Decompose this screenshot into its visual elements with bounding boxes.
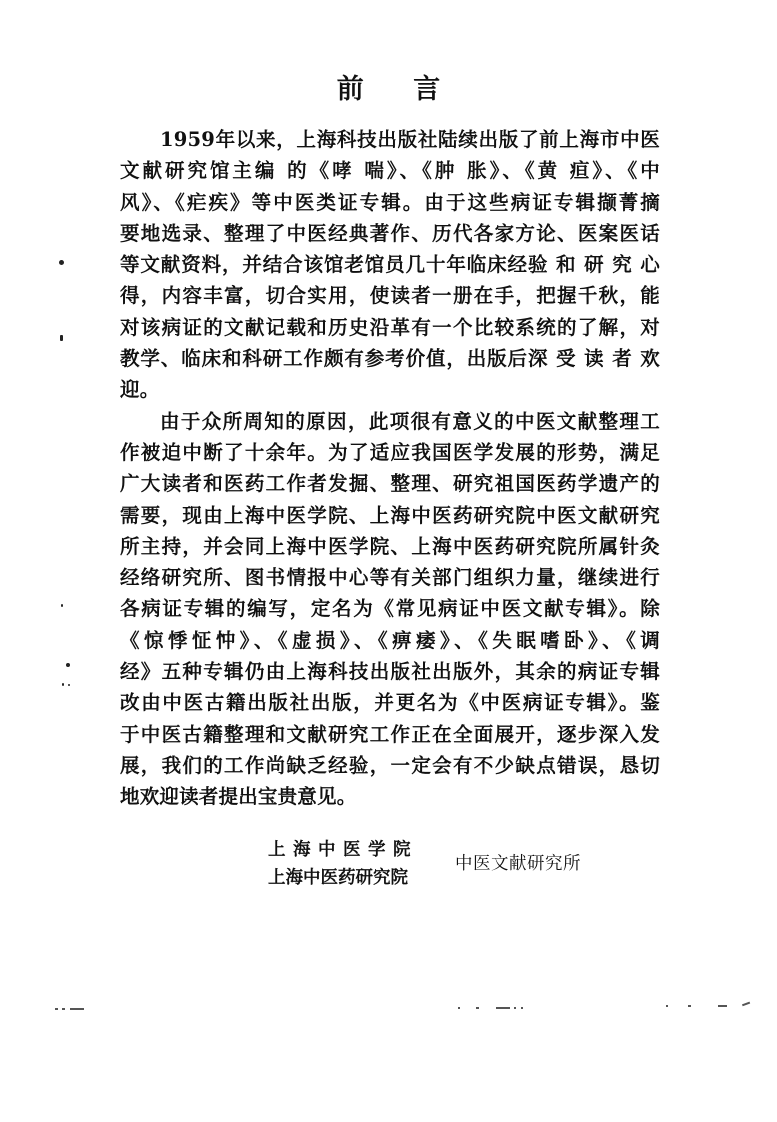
text-line: 文献研究馆主编 的《哮 喘》、《肿 胀》、《黄 疸》、《中 <box>120 159 660 183</box>
scan-artifact <box>55 1008 58 1010</box>
scan-artifact <box>496 1007 510 1009</box>
scan-speck <box>68 684 70 686</box>
text-line: 展，我们的工作尚缺乏经验，一定会有不少缺点错误，恳切 <box>120 753 660 777</box>
text-line: 需要，现由上海中医学院、上海中医药研究院中医文献研究 <box>120 503 660 527</box>
scan-speck <box>62 683 64 686</box>
scan-speck <box>61 604 63 607</box>
text-line: 所主持，并会同上海中医学院、上海中医药研究院所属针灸 <box>120 534 660 558</box>
text-line: 等文献资料，并结合该馆老馆员几十年临床经验 和 研 究 心 <box>120 253 660 277</box>
text-line: 要地选录、整理了中医经典著作、历代各家方论、医案医话 <box>120 221 660 245</box>
text-line: 于中医古籍整理和文献研究工作正在全面展开，逐步深入发 <box>120 722 660 746</box>
title-char: 言 <box>413 74 441 105</box>
text-line: 经》五种专辑仍由上海科技出版社出版外，其余的病证专辑 <box>120 660 660 684</box>
signature-institutions <box>268 836 418 892</box>
text-line: 各病证专辑的编写，定名为《常见病证中医文献专辑》。除 <box>120 597 660 621</box>
text-line: 得，内容丰富，切合实用，使读者一册在手，把握千秋，能 <box>120 284 660 308</box>
text-line: 经络研究所、图书情报中心等有关部门组织力量，继续进行 <box>120 566 660 590</box>
scan-artifact <box>514 1007 516 1009</box>
text-line: 地欢迎读者提出宝贵意见。 <box>120 785 357 809</box>
signature-line: 上海中医药研究院 <box>268 868 408 888</box>
scan-artifact <box>62 1008 65 1010</box>
scan-artifact <box>718 1005 727 1007</box>
scan-artifact <box>458 1007 460 1009</box>
text-line: 1959年以来，上海科技出版社陆续出版了前上海市中医 <box>160 128 660 151</box>
title-char: 前 <box>336 74 364 105</box>
text-line: 对该病证的文献记载和历史沿革有一个比较系统的了解，对 <box>120 315 660 339</box>
scan-speck <box>59 260 64 265</box>
scan-artifact <box>476 1007 479 1009</box>
text-line: 教学、临床和科研工作颇有参考价值，出版后深 受 读 者 欢 <box>120 347 660 371</box>
text-line: 广大读者和医药工作者发掘、整理、研究祖国医药学遗产的 <box>120 472 660 496</box>
text-line: 作被迫中断了十余年。为了适应我国医学发展的形势，满足 <box>120 440 660 464</box>
scan-artifact <box>666 1005 668 1007</box>
text-line: 由于众所周知的原因，此项很有意义的中医文献整理工 <box>160 409 660 433</box>
text-line: 《惊悸怔忡》、《虚损》、《痹痿》、《失眠嗜卧》、《调 <box>120 628 660 652</box>
text-line: 迎。 <box>120 378 160 402</box>
preface-body <box>120 124 660 813</box>
text-line: 风》、《疟疾》等中医类证专辑。由于这些病证专辑撷菁摘 <box>120 190 660 214</box>
text-line: 改由中医古籍出版社出版，并更名为《中医病证专辑》。鉴 <box>120 691 660 715</box>
scan-artifact <box>742 1002 750 1006</box>
signature-block <box>268 836 581 892</box>
scan-artifact <box>521 1007 523 1009</box>
signature-department: 中医文献研究所 <box>455 854 581 874</box>
scan-speck <box>60 335 63 341</box>
scan-speck <box>66 663 70 667</box>
scan-artifact <box>70 1008 84 1010</box>
page-title <box>0 70 777 110</box>
scan-artifact <box>688 1005 691 1007</box>
signature-line: 上海中医学院 <box>268 840 418 860</box>
